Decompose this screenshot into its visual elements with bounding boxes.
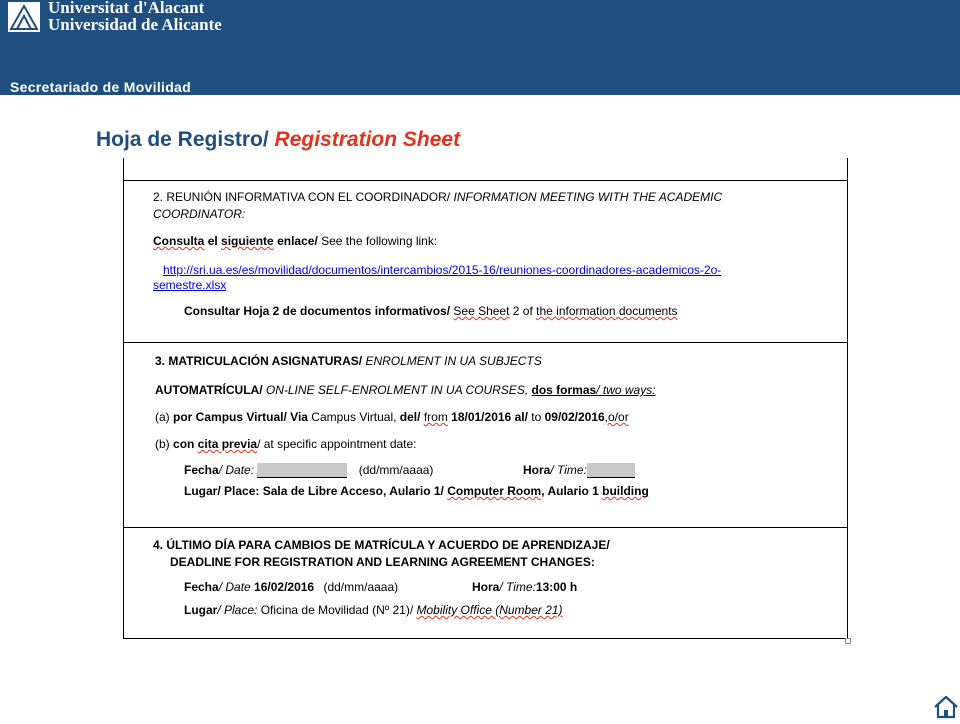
self-enrolment xyxy=(155,383,656,398)
lugar-label: Lugar xyxy=(184,603,218,617)
option-b-label: cita previa xyxy=(197,437,258,451)
meeting-link[interactable]: semestre.xlsx xyxy=(153,278,227,292)
computer-room: Computer Room xyxy=(447,484,542,498)
enrolment-place xyxy=(184,484,649,499)
deadline-place: Oficina de Movilidad (Nº 21)/ xyxy=(260,603,414,617)
option-a-start-date: 18/01/2016 xyxy=(451,410,512,424)
date-format-hint: (dd/mm/aaaa) xyxy=(323,580,399,594)
deadline-date-row xyxy=(184,580,398,595)
time-label-en: / Time: xyxy=(499,580,536,594)
option-b-label: con xyxy=(173,437,195,451)
home-icon[interactable] xyxy=(933,695,959,719)
option-b-english: / at specific appointment date: xyxy=(257,437,417,451)
section2-heading-es: 2. REUNIÓN INFORMATIVA CON EL COORDINADOR/ xyxy=(153,190,451,204)
deadline-time: 13:00 h xyxy=(535,580,578,594)
option-a xyxy=(155,410,629,425)
deadline-place-row xyxy=(184,603,563,618)
auto-label: AUTOMATRÍCULA/ xyxy=(155,383,263,397)
option-a-campus: Campus Virtual, xyxy=(311,410,397,424)
site-header xyxy=(0,0,960,95)
section3-heading-en: ENROLMENT IN UA SUBJECTS xyxy=(365,354,542,368)
hora-label: Hora xyxy=(523,463,551,477)
building: building xyxy=(602,484,649,498)
place-label-en: / Place: xyxy=(217,603,258,617)
department-name: Secretariado de Movilidad xyxy=(10,79,191,95)
auto-ways: dos formas xyxy=(531,383,597,397)
university-logo-icon[interactable] xyxy=(8,2,40,32)
deadline-time-row xyxy=(472,580,577,595)
option-a-via: / Via xyxy=(283,410,308,424)
page-title xyxy=(96,128,460,152)
option-a-del: del/ xyxy=(399,410,421,424)
section2-heading-en: INFORMATION MEETING WITH THE ACADEMIC xyxy=(453,190,723,204)
sheet-english: the information documents xyxy=(536,304,678,318)
deadline-date: 16/02/2016 xyxy=(254,580,315,594)
lugar-label: Lugar/ Place: Sala de Libre Acceso, Aulario 1/ xyxy=(184,484,444,498)
consult-word: enlace/ xyxy=(277,234,318,248)
university-name-valencian: Universitat d'Alacant xyxy=(48,0,205,17)
auto-english: ON-LINE SELF-ENROLMENT IN UA COURSES, xyxy=(265,383,529,397)
option-a-to: to xyxy=(531,410,542,424)
section2-sheet xyxy=(184,304,678,319)
option-a-or: ,o/or xyxy=(604,410,629,424)
title-spanish: Hoja de Registro/ xyxy=(96,128,269,151)
section-divider xyxy=(124,342,847,343)
consult-word: Consulta xyxy=(153,234,205,248)
consult-word: el xyxy=(207,234,218,248)
option-a-label: por Campus Virtual xyxy=(173,410,284,424)
university-name-spanish: Universidad de Alicante xyxy=(48,15,222,34)
section2-consult xyxy=(153,234,437,249)
title-english: Registration Sheet xyxy=(274,128,461,151)
section4-heading-line2: DEADLINE FOR REGISTRATION AND LEARNING AGREEMENT CHANGES: xyxy=(170,555,595,569)
date-format-hint: (dd/mm/aaaa) xyxy=(358,463,434,477)
option-a-prefix: (a) xyxy=(155,410,170,424)
appointment-time-row xyxy=(523,463,635,478)
section-divider xyxy=(124,180,847,181)
sheet-english: See Sheet xyxy=(453,304,510,318)
appointment-date-field[interactable] xyxy=(257,463,347,478)
section2-heading-en-cont: COORDINATOR: xyxy=(153,207,246,221)
resize-handle xyxy=(845,638,851,644)
meeting-link-line2[interactable] xyxy=(153,278,226,293)
deadline-place-en: Mobility Office (Number 21) xyxy=(416,603,563,617)
appointment-time-field[interactable] xyxy=(587,463,635,478)
fecha-label: Fecha xyxy=(184,463,219,477)
section-divider xyxy=(124,527,847,528)
section3-heading xyxy=(155,354,542,369)
meeting-link[interactable]: http://sri.ua.es/es/movilidad/documentos/intercambios/2015-16/reuniones-coordinadores-academicos-2o- xyxy=(163,263,722,277)
fecha-label: Fecha xyxy=(184,580,219,594)
appointment-date-row xyxy=(184,463,433,478)
option-a-end-date: 09/02/2016 xyxy=(544,410,605,424)
sheet-spanish: Consultar Hoja 2 de documentos informativos/ xyxy=(184,304,451,318)
sheet-english: 2 of xyxy=(512,304,533,318)
option-a-from: from xyxy=(423,410,448,424)
hora-label: Hora xyxy=(472,580,500,594)
option-a-al: al/ xyxy=(514,410,528,424)
section4-heading-line1: 4. ÚLTIMO DÍA PARA CAMBIOS DE MATRÍCULA Y ACUERDO DE APRENDIZAJE/ xyxy=(153,538,610,552)
consult-english: See the following link: xyxy=(321,234,438,248)
option-b xyxy=(155,437,417,452)
consult-word: siguiente xyxy=(221,234,274,248)
meeting-link-line1[interactable] xyxy=(163,263,721,278)
time-label-en: / Time: xyxy=(550,463,587,477)
date-label-en: / Date xyxy=(218,580,251,594)
date-label-en: / Date: xyxy=(218,463,255,477)
auto-ways-en: / two ways: xyxy=(596,383,656,397)
aulario: , Aulario 1 xyxy=(541,484,599,498)
section3-heading-es: 3. MATRICULACIÓN ASIGNATURAS/ xyxy=(155,354,363,368)
option-b-prefix: (b) xyxy=(155,437,170,451)
section2-heading xyxy=(153,190,722,205)
